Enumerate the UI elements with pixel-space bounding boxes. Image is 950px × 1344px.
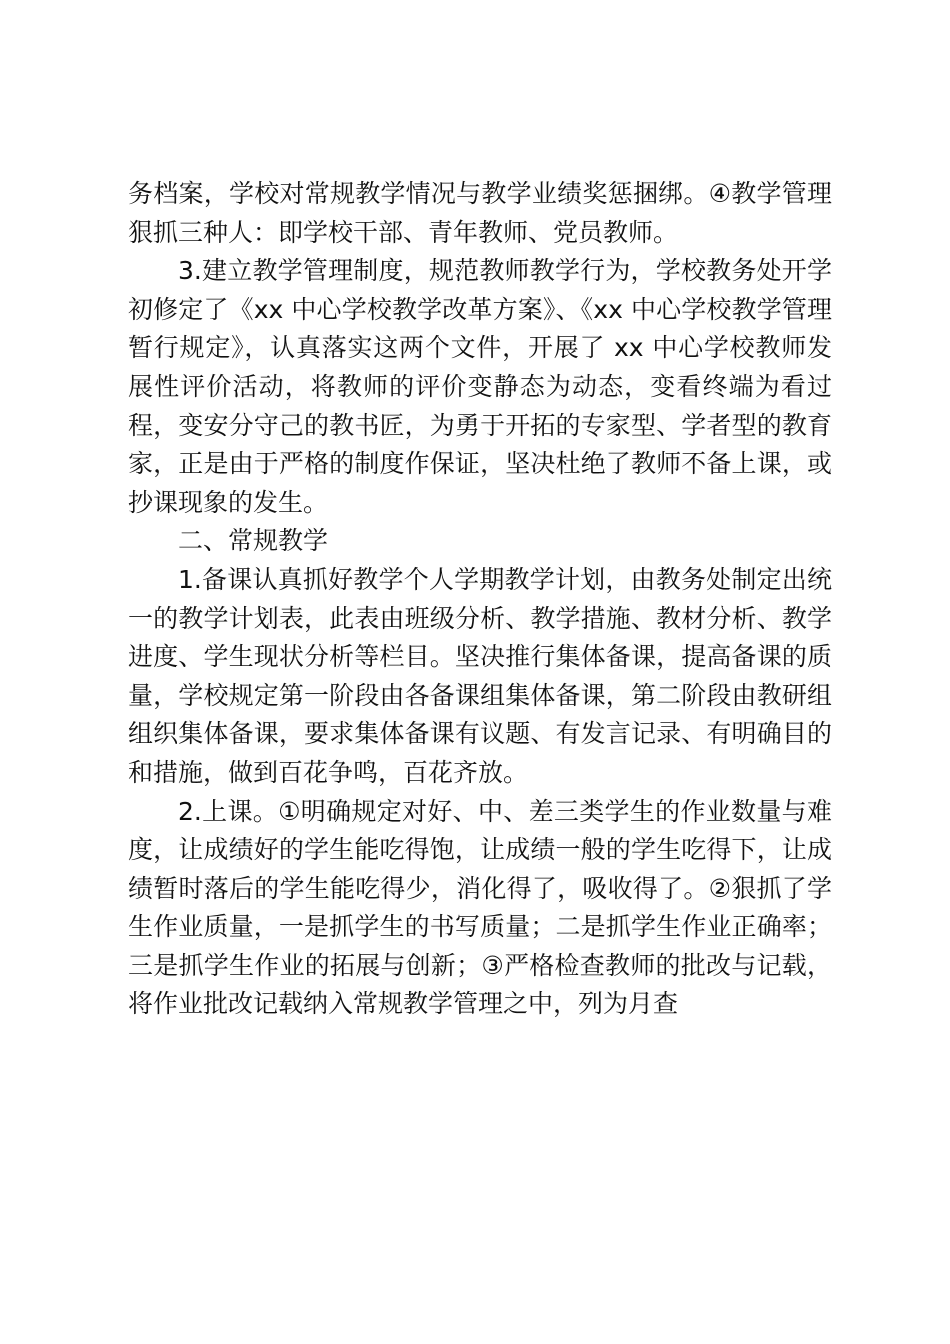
document-page <box>128 175 832 1024</box>
paragraph-archive: 务档案，学校对常规教学情况与教学业绩奖惩捆绑。④教学管理狠抓三种人：即学校干部、青年教师、党员教师。 <box>128 179 832 247</box>
paragraph-management-system: 3.建立教学管理制度，规范教师教学行为，学校教务处开学初修定了《xx 中心学校教学改革方案》、《xx 中心学校教学管理暂行规定》，认真落实这两个文件，开展了 xx 中心学校教师发展性评价活动，将教师的评价变静态为动态，变看终端为看过程，变安分守己的教书匠，为勇于开拓的专家型、学者型的教育家，正是由于严格的制度作保证，坚决杜绝了教师不备上课，或抄课现象的发生。 <box>128 256 832 517</box>
section-heading-regular-teaching: 二、常规教学 <box>178 526 329 556</box>
paragraph-lesson-preparation: 1.备课认真抓好教学个人学期教学计划，由教务处制定出统一的教学计划表，此表由班级分析、教学措施、教材分析、教学进度、学生现状分析等栏目。坚决推行集体备课，提高备课的质量，学校规定第一阶段由各备课组集体备课，第二阶段由教研组组织集体备课，要求集体备课有议题、有发言记录、有明确目的和措施，做到百花争鸣，百花齐放。 <box>128 564 832 787</box>
paragraph-class-teaching: 2.上课。①明确规定对好、中、差三类学生的作业数量与难度，让成绩好的学生能吃得饱，让成绩一般的学生吃得下，让成绩暂时落后的学生能吃得少，消化得了，吸收得了。②狠抓了学生作业质量，一是抓学生的书写质量；二是抓学生作业正确率；三是抓学生作业的拓展与创新；③严格检查教师的批改与记载，将作业批改记载纳入常规教学管理之中，列为月查 <box>128 796 832 1019</box>
